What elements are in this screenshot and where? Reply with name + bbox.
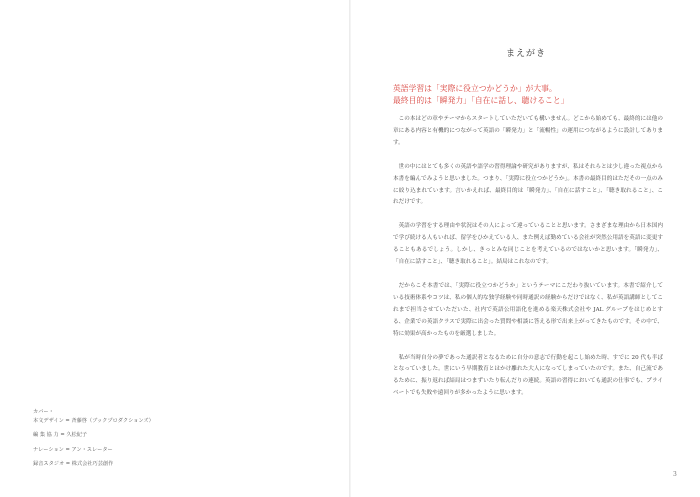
paragraph-5: 私が当時自分の夢であった通訳者となるために自分の意志で行動を起こし始めた時、すでに 20 代も半ばとなっていました。世にいう早期教育とはかけ離れた大人になってしまっていたのです。また、自己流であるために、振り返れば結局はつまずいたり転んだりの連続。英語の習得においても通訳の仕事でも、プライベートでも失敗や遠回りが多かったように思います。 — [393, 354, 663, 397]
lead-line-2: 最終目的は「瞬発力」「自在に話し、聴けること」 — [393, 96, 569, 105]
credit-line-studio: 録音スタジオ = 株式会社巧芸創作 — [33, 461, 114, 467]
lead-heading — [393, 83, 673, 107]
paragraph-1: この本はどの章やテーマからスタートしていただいても構いません。どこから始めても、最終的には他の章にある内容と有機的につながって英語の「瞬発力」と「流暢性」の運用につながるように設計してあります。 — [393, 116, 663, 146]
right-page — [351, 0, 700, 497]
page-number: 3 — [673, 471, 677, 478]
credits-block — [33, 408, 333, 469]
body-text — [393, 114, 663, 412]
credit-line-editing: 編 集 協 力 = 久松紀子 — [33, 432, 88, 438]
credit-line-narration: ナレーション = アン・スレーター — [33, 446, 113, 453]
credit-line-cover: カバー・ — [33, 409, 54, 415]
paragraph-2: 世の中にはとても多くの英語や語学の習得理論や研究がありますが、私はそれらとは少し違った視点から本書を編んでみようと思いました。つまり、「実際に役立つかどうか」。本書の最終目的はただその一点のみに絞り込まれています。言いかえれば、最終目的は「瞬発力」、「自在に話すこと」、「聴き取れること」、これだけです。 — [393, 163, 663, 206]
credit-line-design: 本文デザイン = 斉藤啓（ブックプロダクションズ） — [33, 417, 154, 424]
lead-line-1: 英語学習は「実際に役立つかどうか」が大事。 — [393, 84, 557, 93]
paragraph-3: 英語の学習をする理由や状況はその人によって違っていることと思います。さまざまな理由から日本国内で学び続ける人もいれば、留学をひかえている人、また例えば勤めている会社が突然公用語を英語に変更することもあるでしょう。しかし、きっとみな同じことを考えているのではないかと思います。「瞬発力」、「自在に話すこと」、「聴き取れること」。結局はこれなのです。 — [393, 223, 663, 266]
left-page — [0, 0, 349, 497]
page-title: まえがき — [506, 49, 547, 59]
paragraph-4: だからこそ本書では、「実際に役立つかどうか」というテーマにこだわり抜いています。本書で紹介している技術体系やコツは、私の個人的な独学経験や同時通訳の経験からだけではなく、私が英語講師としてこれまで担当させていただいた、社内で英語公用語化を進める楽天株式会社や JAL グループをはじめとする、企業での英語クラスで実際に出会った質問や相談に答える形で出来上がってきたものです。その中で、特に効果が高かったものを厳選しました。 — [393, 282, 663, 337]
